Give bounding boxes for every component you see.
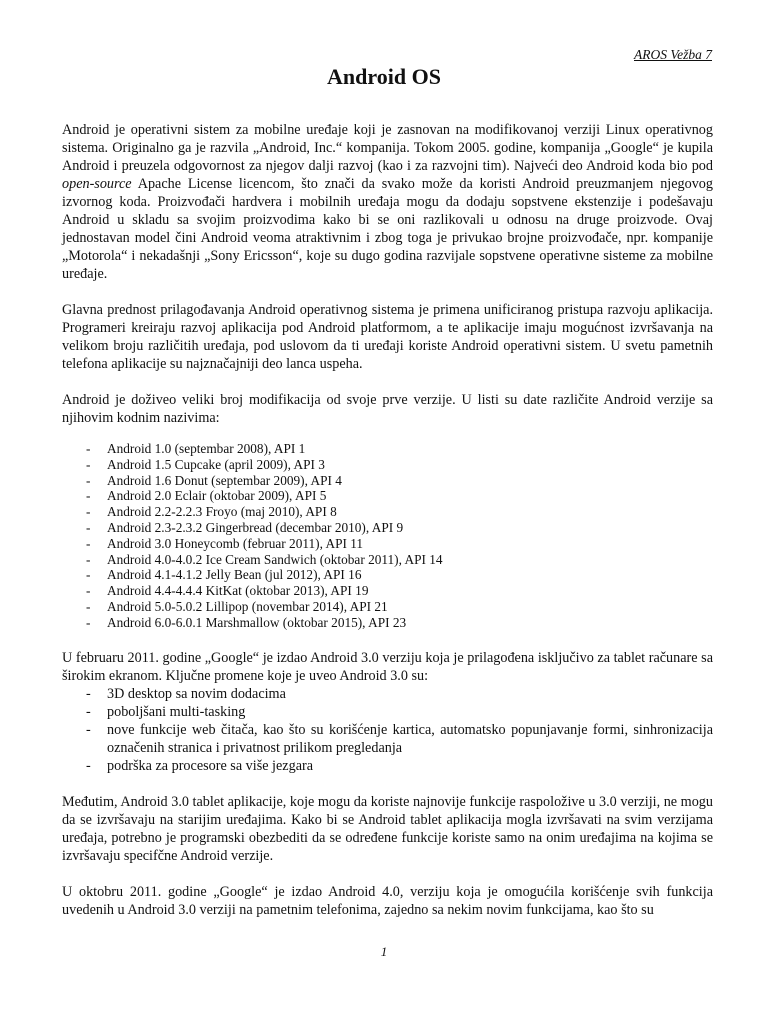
list-dash: - [86,703,91,720]
list-item [62,536,713,552]
list-item [62,457,713,473]
paragraph-honeycomb: U februaru 2011. godine „Google“ je izdao Android 3.0 verziju koja je prilagođena isključivo za tablet računare sa širokim ekranom. Ključne promene koje je uveo Android 3.0 su: [62,649,713,684]
paragraph-versions-intro: Android je doživeo veliki broj modifikacija od svoje prve verzije. U listi su date različite Android verzije sa njihovim kodnim nazivima: [62,392,713,426]
list-item-text: Android 4.0-4.0.2 Ice Cream Sandwich (oktobar 2011), API 14 [107,551,443,567]
list-item-text: Android 2.0 Eclair (oktobar 2009), API 5 [107,488,327,504]
list-dash: - [86,614,91,630]
list-item [62,721,713,757]
list-item [62,599,713,615]
intro-text-end: Apache License licencom, što znači da svako može da koristi Android preuzmanjem njegovog izvornog koda. Proizvođači hardvera i mobilnih uređaja mogu da dodaju sopstvene ekstenzije i podešavaju Android u skladu sa svojim proizvodima kako bi se oni razlikovali u odnosu na druge proizvode. Ovaj jednostavan model čini Android veoma atraktivnim i zbog toga je privukao brojne proizvođače, npr. kompanije „Motorola“ i nekadašnji „Sony Ericsson“, koje su dugo godina razvijale sopstvene operativne sisteme za mobilne uređaje. [62,176,713,282]
version-list [62,441,713,631]
list-dash: - [86,441,91,456]
paragraph-advantage: Glavna prednost prilagođavanja Android operativnog sistema je primena unificiranog pristupa razvoju aplikacija. Programeri kreiraju razvoj aplikacija pod Android platformom, a te aplikacije imaju mogućnost izvršavanja na velikom broju različitih uređaja, pod uslovom da ti uređaji koriste Android operativni sistem. U svetu pametnih telefona aplikacije su najznačajniji deo lanca uspeha. [62,302,713,372]
list-dash: - [86,504,91,520]
list-item-text: Android 3.0 Honeycomb (februar 2011), API 11 [107,535,364,551]
list-item-text: Android 1.6 Donut (septembar 2009), API 4 [107,472,342,488]
list-item [62,615,713,631]
list-dash: - [86,583,91,599]
page-header: AROS Vežba 7 [634,47,712,62]
list-dash: - [86,456,91,472]
list-dash: - [86,685,91,702]
list-dash: - [86,488,91,504]
page-title: Android OS [327,64,441,89]
list-item [62,757,713,775]
list-item-text: Android 6.0-6.0.1 Marshmallow (oktobar 2015), API 23 [107,614,407,630]
list-item [62,685,713,703]
list-item-text: 3D desktop sa novim dodacima [107,685,286,702]
list-item-text: nove funkcije web čitača, kao što su korišćenje kartica, automatsko popunjavanje formi, sinhronizacija označenih stranica i privatnost prilikom pregledanja [107,721,713,756]
paragraph-ics: U oktobru 2011. godine „Google“ je izdao Android 4.0, verziju koja je omogućila korišćenje svih funkcija uvedenih u Android 3.0 verziji na pametnim telefonima, zajedno sa nekim novim funkcijama, kao što su [62,883,713,918]
list-item [62,441,713,457]
list-item-text: Android 2.3-2.3.2 Gingerbread (decembar 2010), API 9 [107,519,404,535]
list-dash: - [86,551,91,567]
list-item [62,703,713,721]
list-item [62,567,713,583]
list-dash: - [86,472,91,488]
intro-text-start: Android je operativni sistem za mobilne uređaje koji je zasnovan na modifikovanoj verziji Linux operativnog sistema. Originalno ga je razvila „Android, Inc.“ kompanija. Tokom 2005. godine, kompanija „Google“ je kupila Android i preuzela odgovornost za njegov dalji razvoj (kao i za razvojni tim). Najveći deo Android koda bio pod [62,122,713,174]
page-number: 1 [380,944,388,959]
list-item [62,488,713,504]
paragraph-compatibility: Međutim, Android 3.0 tablet aplikacije, koje mogu da koriste najnovije funkcije raspoložive u 3.0 verziji, ne mogu da se izvršavaju na starijim uređajima. Kako bi se Android tablet aplikacija mogla izvršavati na svim verzijama uređaja, potrebno je programski obezbediti da se određene funkcije koriste samo na onim uređajima na kojima se izvršavaju specifčne Android verzije. [62,793,713,864]
paragraph-intro [62,121,713,283]
list-item-text: poboljšani multi-tasking [107,703,246,720]
list-dash: - [86,535,91,551]
list-item-text: Android 5.0-5.0.2 Lillipop (novembar 2014), API 21 [107,598,388,614]
list-item-text: Android 4.4-4.4.4 KitKat (oktobar 2013), API 19 [107,583,369,599]
list-item-text: podrška za procesore sa više jezgara [107,757,314,774]
list-dash: - [86,757,91,774]
document-body [62,121,713,937]
list-item-text: Android 4.1-4.1.2 Jelly Bean (jul 2012), API 16 [107,567,362,583]
list-dash: - [86,721,91,738]
list-item [62,504,713,520]
intro-emphasis: open-source [62,176,132,192]
list-item-text: Android 2.2-2.2.3 Froyo (maj 2010), API 8 [107,504,337,520]
list-item-text: Android 1.0 (septembar 2008), API 1 [107,441,306,456]
changes-list [62,685,713,775]
list-dash: - [86,598,91,614]
list-dash: - [86,519,91,535]
list-item [62,473,713,489]
list-dash: - [86,567,91,583]
list-item-text: Android 1.5 Cupcake (april 2009), API 3 [107,456,325,472]
list-item [62,583,713,599]
list-item [62,520,713,536]
list-item [62,552,713,568]
